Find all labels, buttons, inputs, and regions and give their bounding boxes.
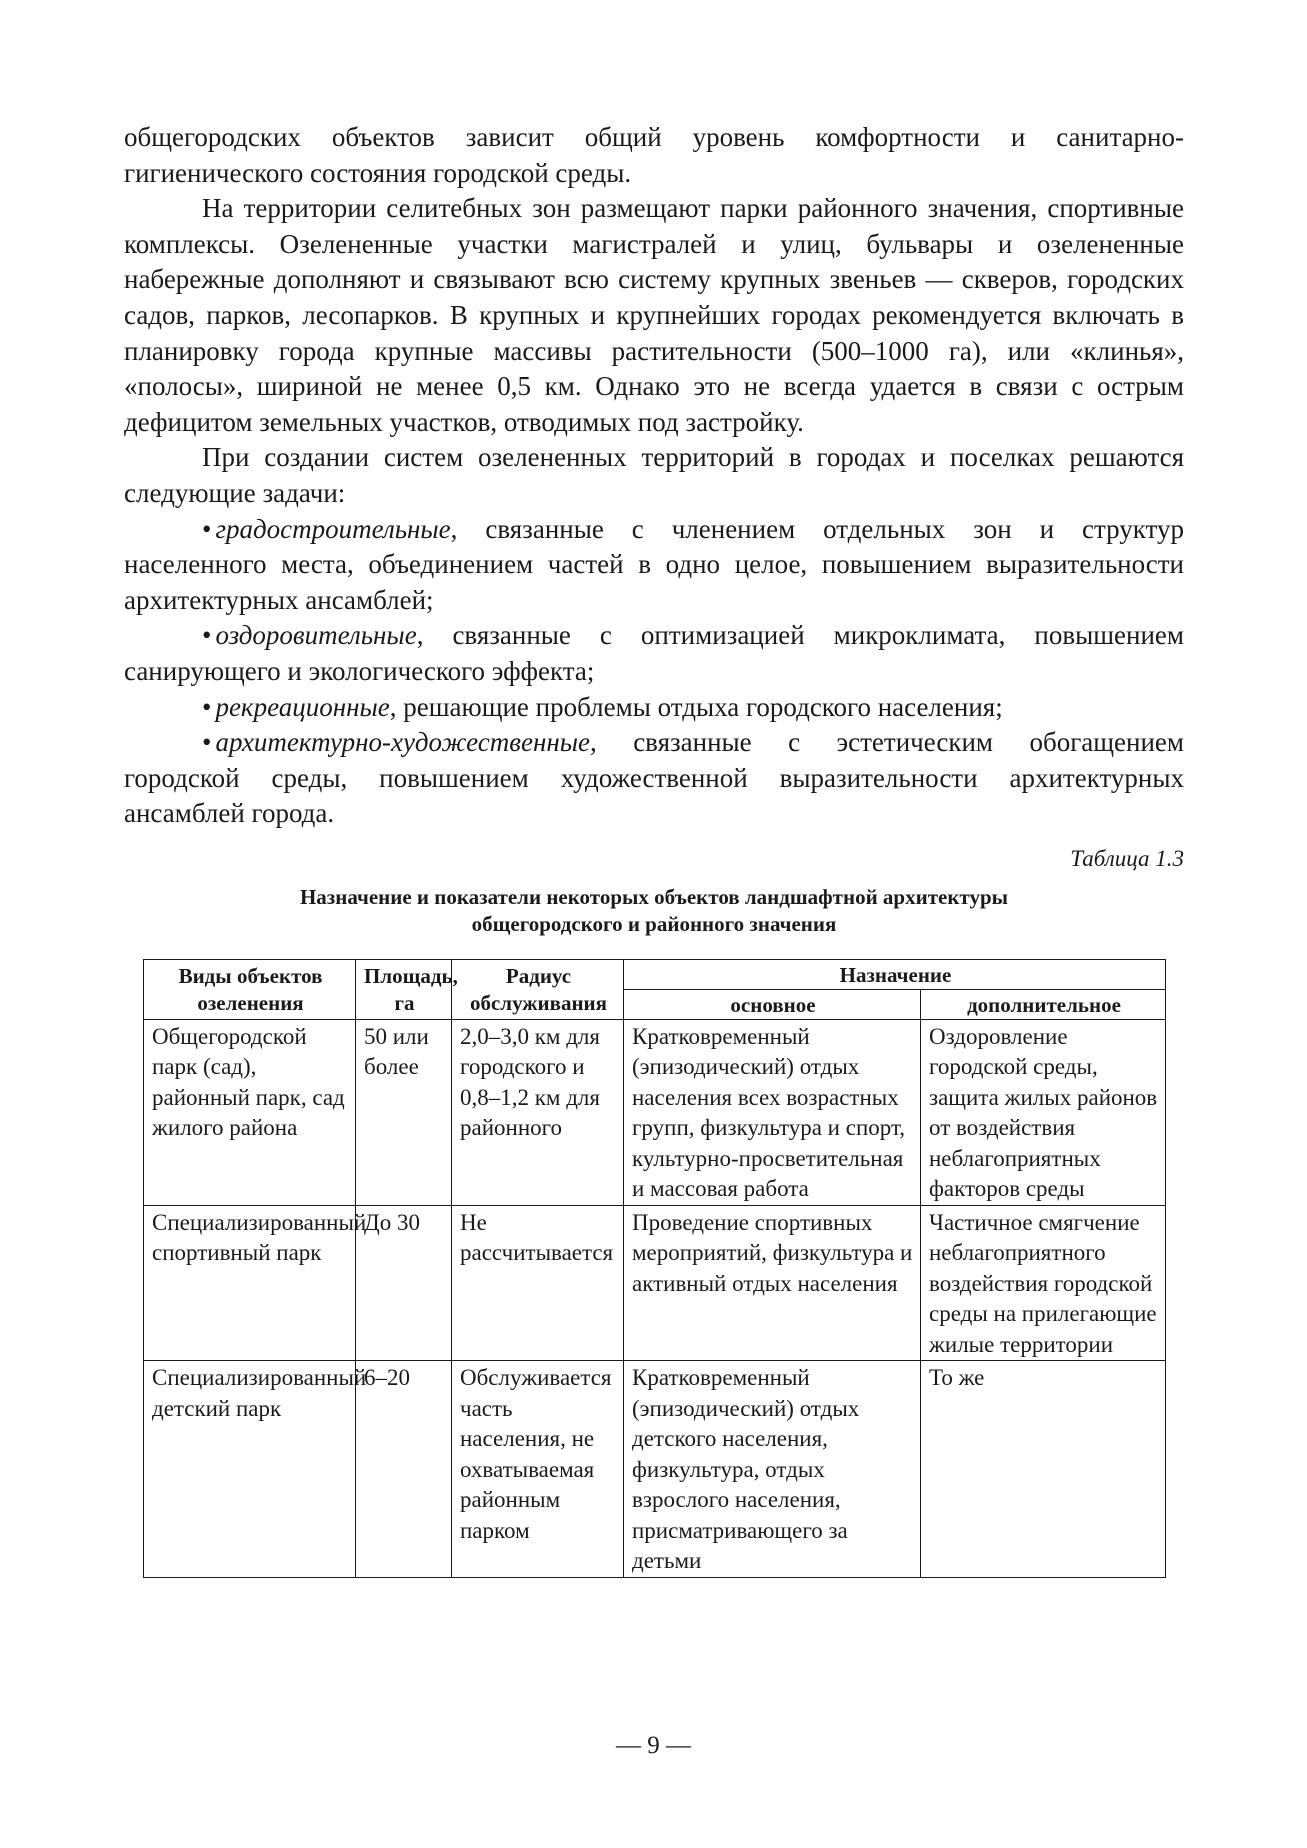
bullet-term: рекреационные [215,691,390,722]
cell-area: 6–20 [356,1361,452,1578]
bullet-item-1 [124,512,1184,619]
data-table [143,959,1166,1578]
bullet-item-4 [124,725,1184,832]
table-header-row [144,959,1166,989]
cell-main: Кратковременный (эпизодический) отдых населения всех возрастных групп, физкультура и спорт, культурно-просветительная и массовая работа [624,1019,921,1205]
paragraph-1: общегородских объектов зависит общий уровень комфортности и санитарно-гигиенического состояния городской среды. [124,122,1184,188]
cell-additional: То же [921,1361,1166,1578]
header-purpose: Назначение [624,959,1166,989]
table-row [144,1361,1166,1578]
bullet-item-2 [124,618,1184,689]
paragraph-3: При создании систем озелененных территорий в городах и поселках решаются следующие задачи: [124,442,1184,508]
cell-radius: Обслуживается часть населения, не охватываемая районным парком [452,1361,624,1578]
bullet-term: архитектурно-художественные [215,727,590,758]
table-title-line-2: общегородского и районного значения [471,911,837,936]
cell-radius: Не рассчитывается [452,1205,624,1361]
cell-type: Специализированный детский парк [144,1361,356,1578]
header-main: основное [624,989,921,1019]
page-content [124,120,1184,1578]
bullet-term: градостроительные [215,513,451,544]
bullet-text: , связанные с эстетическим обогащением городской среды, повышением художественной выразительности архитектурных ансамблей города. [124,727,1184,829]
header-area: Площадь, га [356,959,452,1019]
paragraph-2: На территории селитебных зон размещают парки районного значения, спортивные комплексы. Озелененные участки магистралей и улиц, бульвары и озелененные набережные дополняют и связывают всю систему крупных звеньев — скверов, городских садов, парков, лесопарков. В крупных и крупнейших городах рекомендуется включать в планировку города крупные массивы растительности (500–1000 га), или «клинья», «полосы», шириной не менее 0,5 км. Однако это не всегда удается в связи с острым дефицитом земельных участков, отводимых под застройку. [124,193,1184,437]
table-title [124,884,1184,938]
cell-type: Специализированный спортивный парк [144,1205,356,1361]
bullet-icon: • [202,620,212,651]
page-number: — 9 — [616,1732,691,1759]
table-label: Таблица 1.3 [1070,845,1184,871]
cell-area: До 30 [356,1205,452,1361]
table-row [144,1019,1166,1205]
bullet-icon: • [202,727,212,758]
cell-type: Общегородской парк (сад), районный парк, сад жилого района [144,1019,356,1205]
bullet-text: , связанные с оптимизацией микроклимата, повышением санирующего и экологического эффекта; [124,620,1184,686]
table-title-line-1: Назначение и показатели некоторых объектов ландшафтной архитектуры [299,884,1009,909]
bullet-text: , связанные с членением отдельных зон и структур населенного места, объединением частей в одно целое, повышением выразительности архитектурных ансамблей; [124,513,1184,615]
header-type: Виды объектов озеленения [144,959,356,1019]
cell-additional: Оздоровление городской среды, защита жилых районов от воздействия неблагоприятных факторов среды [921,1019,1166,1205]
cell-additional: Частичное смягчение неблагоприятного воздействия городской среды на прилегающие жилые территории [921,1205,1166,1361]
table-row [144,1205,1166,1361]
bullet-term: оздоровительные [215,620,417,651]
header-radius: Радиус обслуживания [452,959,624,1019]
bullet-item-3 [124,690,1184,726]
bullet-icon: • [202,691,212,722]
cell-main: Проведение спортивных мероприятий, физкультура и активный отдых населения [624,1205,921,1361]
cell-radius: 2,0–3,0 км для городского и 0,8–1,2 км для районного [452,1019,624,1205]
bullet-icon: • [202,513,212,544]
cell-area: 50 или более [356,1019,452,1205]
cell-main: Кратковременный (эпизодический) отдых детского населения, физкультура, отдых взрослого населения, присматривающего за детьми [624,1361,921,1578]
bullet-text: , решающие проблемы отдыха городского населения; [389,691,1003,722]
header-additional: дополнительное [921,989,1166,1019]
